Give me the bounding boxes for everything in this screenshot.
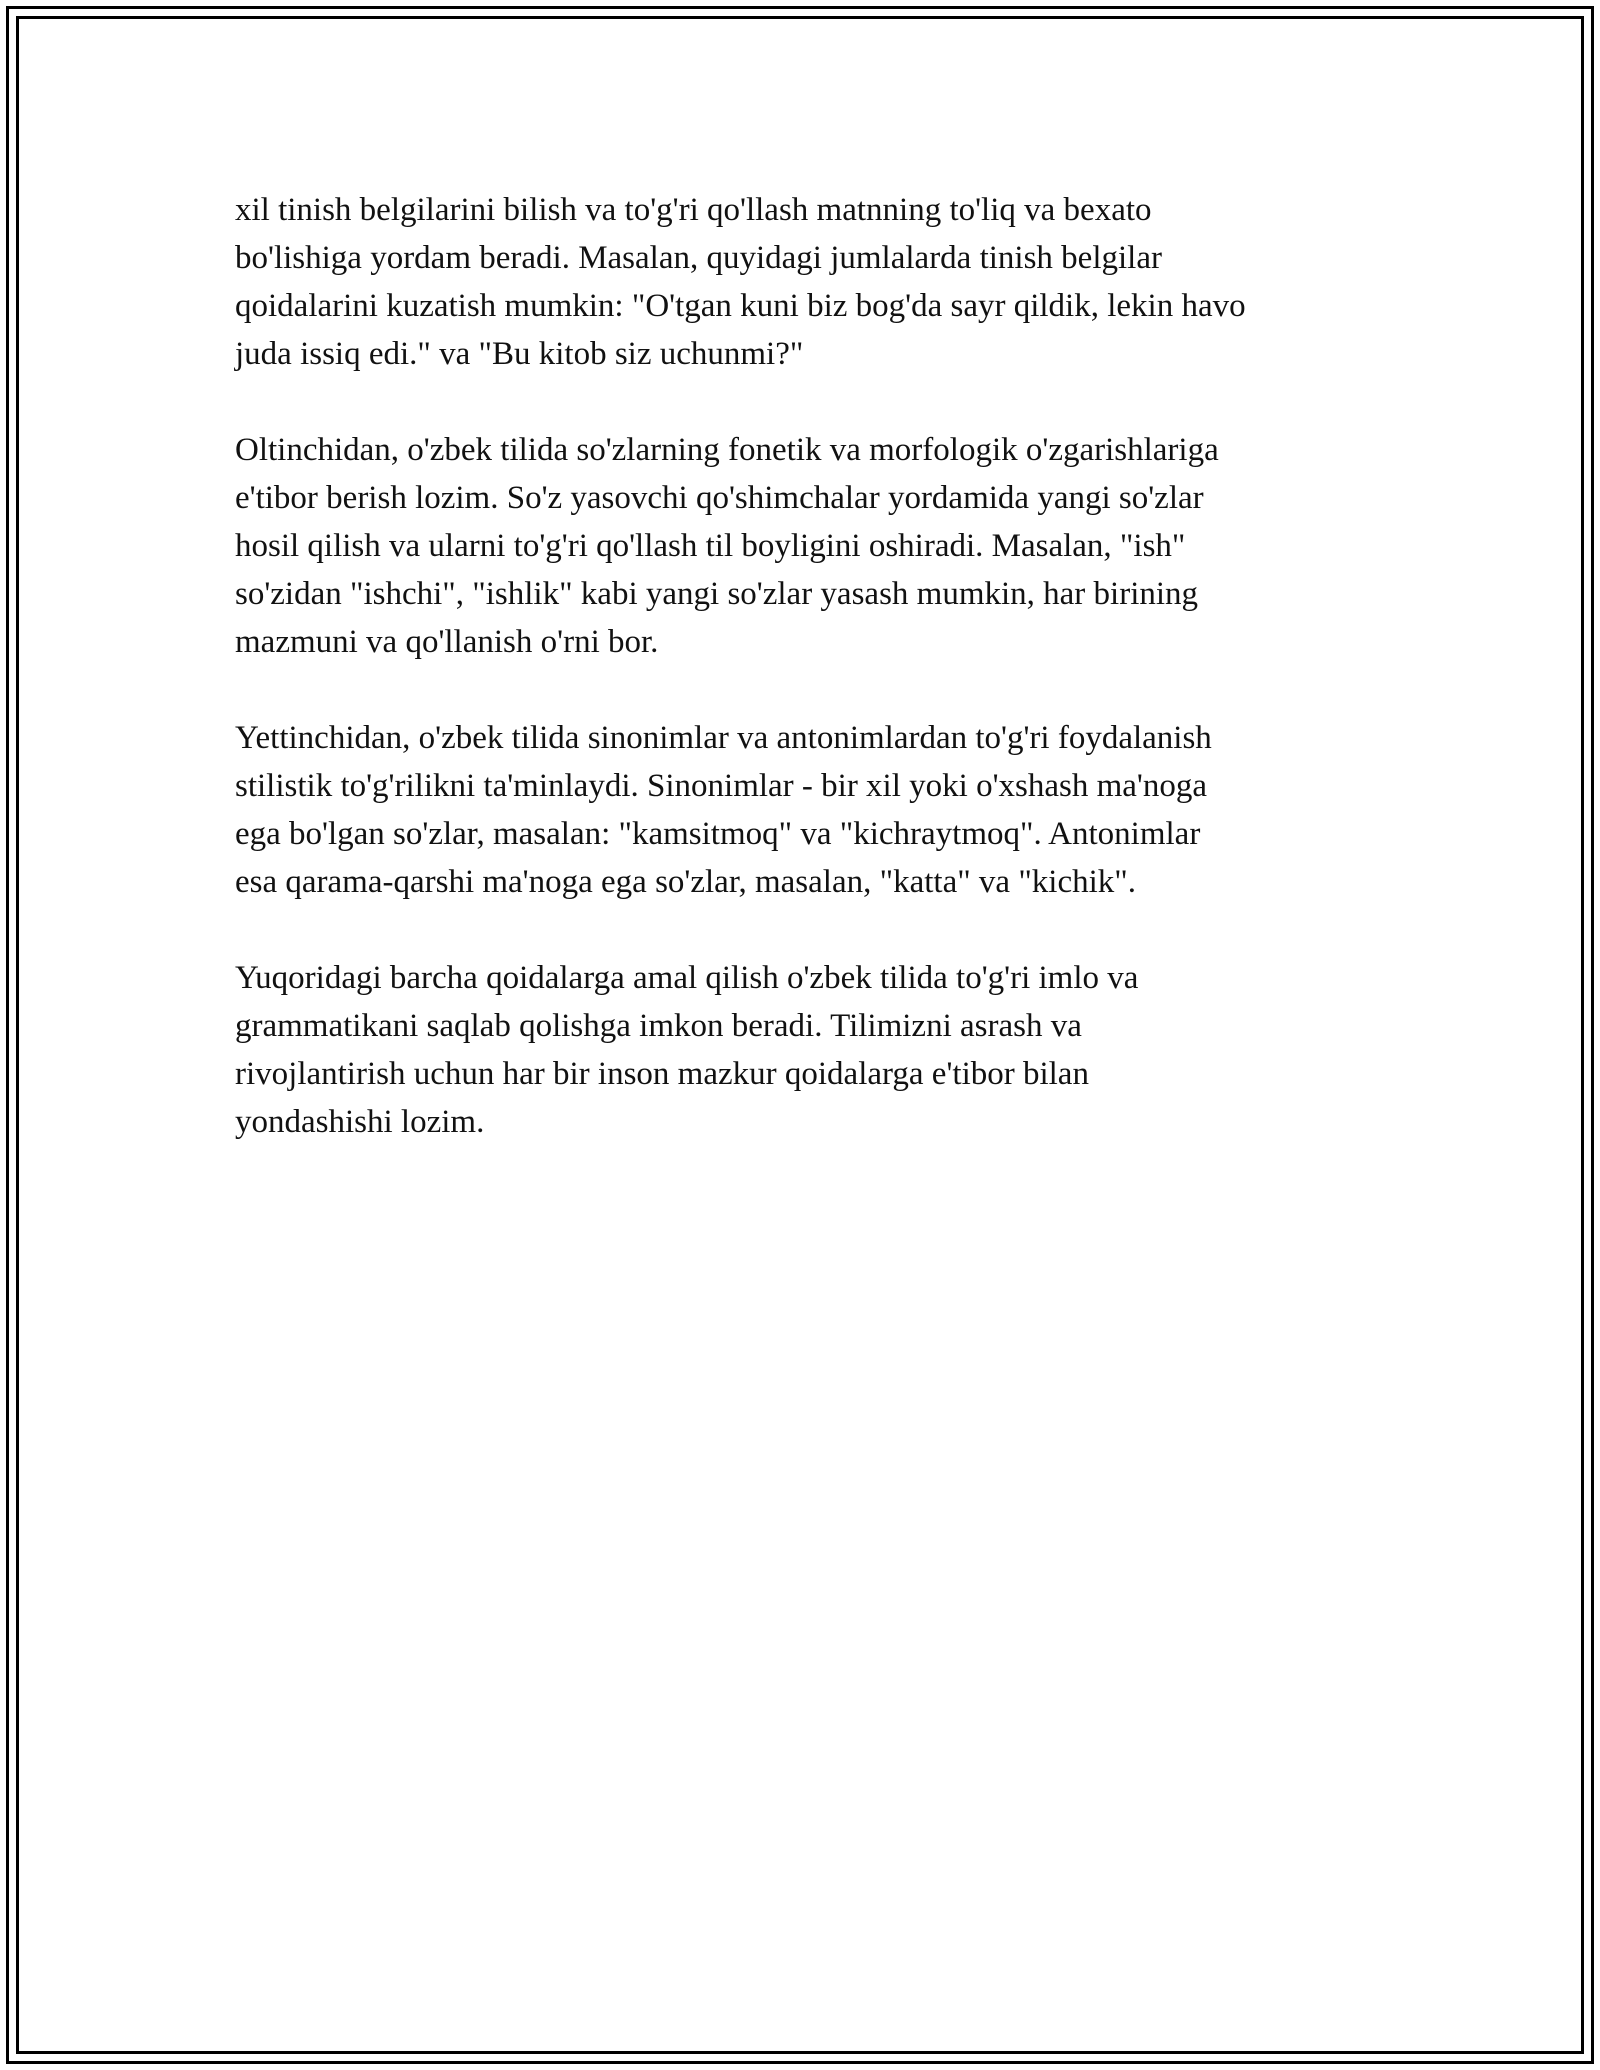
paragraph-punctuation: xil tinish belgilarini bilish va to'g'ri qo'llash matnning to'liq va bexato bo'lishiga yordam beradi. Masalan, quyidagi jumlalarda tinish belgilar qoidalarini kuzatish mumkin: "O'tgan kuni biz bog'da sayr qildik, lekin havo juda issiq edi." va "Bu kitob siz uchunmi?" [235, 192, 1246, 372]
paragraph-synonyms-antonyms: Yettinchidan, o'zbek tilida sinonimlar va antonimlardan to'g'ri foydalanish stilistik to'g'rilikni ta'minlaydi. Sinonimlar - bir xil yoki o'xshash ma'noga ega bo'lgan so'zlar, masalan: "kamsitmoq" va "kichraytmoq". Antonimlar esa qarama-qarshi ma'noga ega so'zlar, masalan, "katta" va "kichik". [235, 720, 1212, 900]
paragraph-conclusion: Yuqoridagi barcha qoidalarga amal qilish o'zbek tilida to'g'ri imlo va grammatikani saqlab qolishga imkon beradi. Tilimizni asrash va rivojlantirish uchun har bir inson mazkur qoidalarga e'tibor bilan yondashishi lozim. [235, 960, 1139, 1140]
paragraph-word-formation: Oltinchidan, o'zbek tilida so'zlarning fonetik va morfologik o'zgarishlariga e'tibor berish lozim. So'z yasovchi qo'shimchalar yordamida yangi so'zlar hosil qilish va ularni to'g'ri qo'llash til boyligini oshiradi. Masalan, "ish" so'zidan "ishchi", "ishlik" kabi yangi so'zlar yasash mumkin, har birining mazmuni va qo'llanish o'rni bor. [235, 432, 1219, 660]
document-body [235, 186, 1385, 1194]
